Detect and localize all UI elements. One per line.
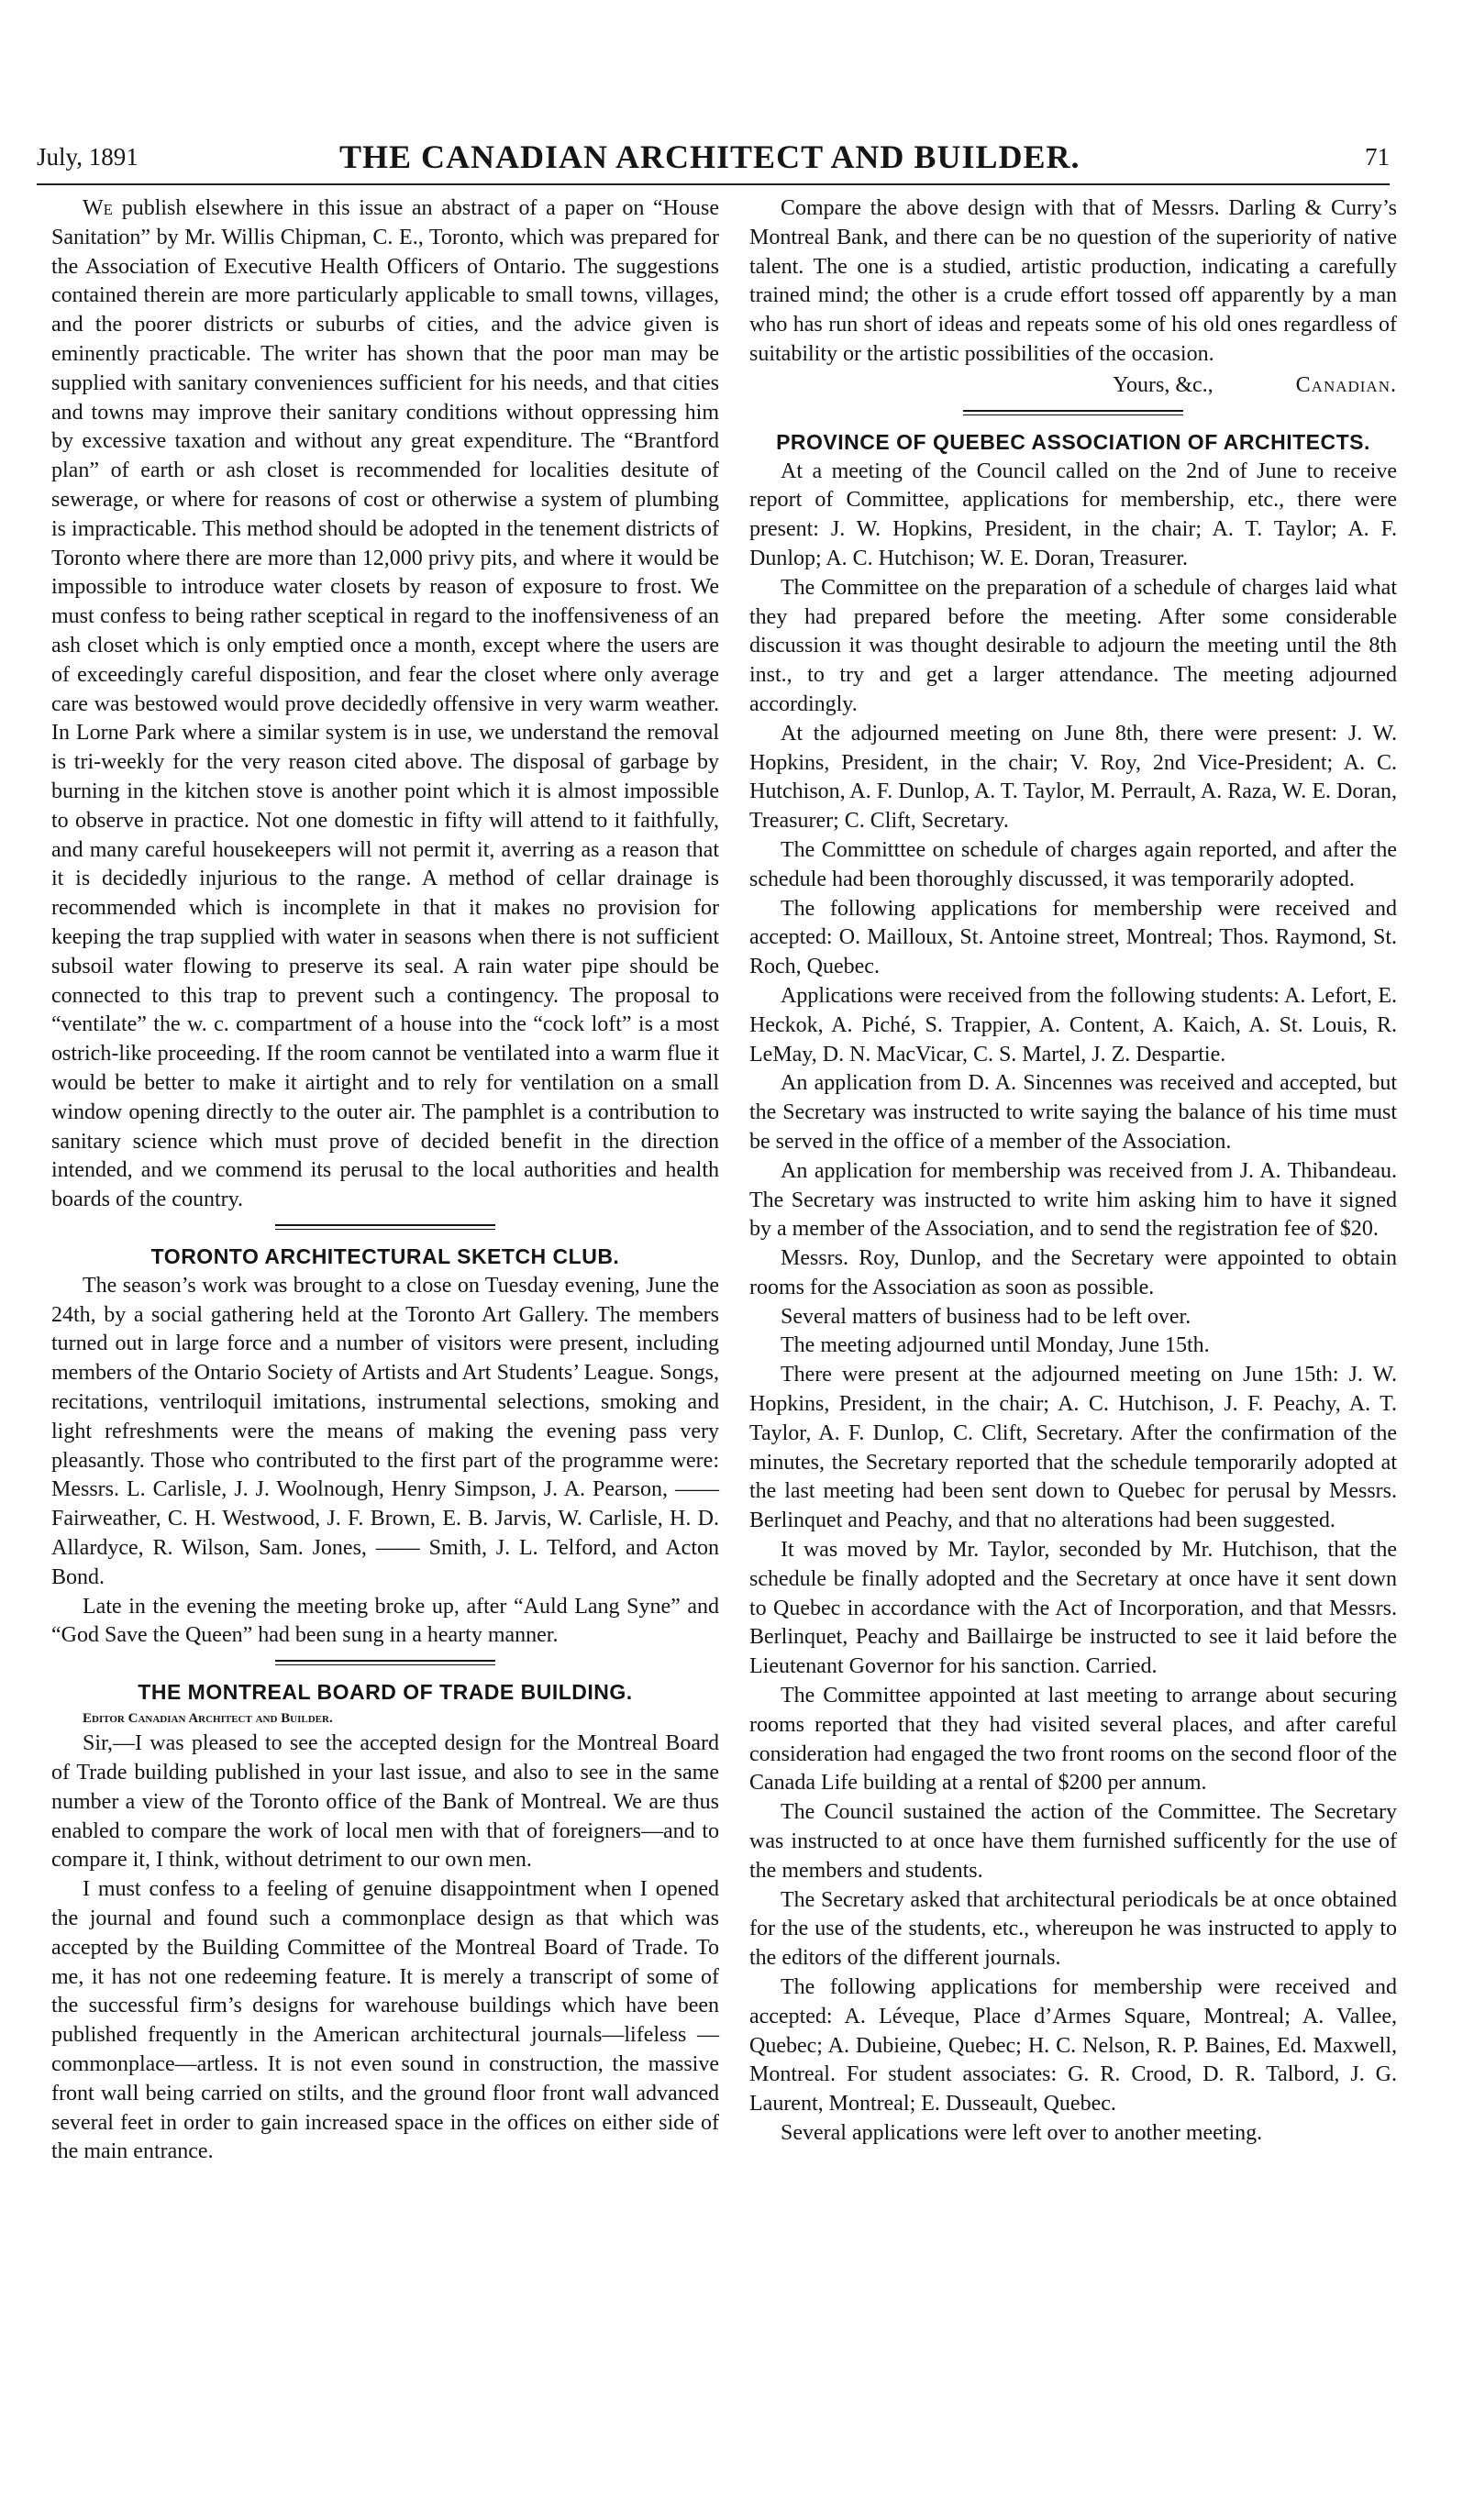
intro-article bbox=[51, 194, 719, 1215]
montreal-board-heading: THE MONTREAL BOARD OF TRADE BUILDING. bbox=[138, 1680, 633, 1705]
quebec-paragraph: Messrs. Roy, Dunlop, and the Secretary were appointed to obtain rooms for the Association as soon as possible. bbox=[749, 1246, 1397, 1299]
page-header bbox=[37, 138, 1390, 178]
sketch-club-paragraph: Late in the evening the meeting broke up, after “Auld Lang Syne” and “God Save the Queen” had been sung in a hearty manner. bbox=[51, 1594, 719, 1648]
montreal-board-paragraph: I must confess to a feeling of genuine disappointment when I opened the journal and found such a commonplace design as that which was accepted by the Building Committee of the Montreal Board of Trade. To me, it has not one redeeming feature. It is merely a transcript of some of the successful firm’s designs for warehouse buildings which have been published frequently in the American architectural journals—lifeless —commonplace—artless. It is not even sound in construction, the massive front wall being carried on stilts, and the ground floor front wall advanced several feet in order to gain increased space in the offices on either side of the main entrance. bbox=[51, 1877, 719, 2164]
section-divider bbox=[275, 1224, 495, 1230]
intro-text: publish elsewhere in this issue an abstract of a paper on “House Sanitation” by Mr. Willis Chipman, C. E., Toronto, which was prepared for the Association of Executive Health Officers of Ontario. The suggestions contained therein are more particularly applicable to small towns, villages, and the poorer districts or suburbs of cities, and the advice given is eminently practicable. The writer has shown that the poor man may be supplied with sanitary conveniences sufficient for his needs, and that cities and towns may improve their sanitary conditions without oppressing him by excessive taxation and without any great expenditure. The “Brantford plan” of earth or ash closet is recommended for localities desitute of sewerage, or where for reasons of cost or otherwise a system of plumbing is impracticable. This method should be adopted in the tenement districts of Toronto where there are more than 12,000 privy pits, and where it would be impossible to introduce water closets by reason of exposure to frost. We must confess to being rather sceptical in regard to the inoffensiveness of an ash closet which is only emptied once a month, except where the users are of exceedingly careful disposition, and fear the closet where only average care was bestowed would prove decidedly offensive in very warm weather. In Lorne Park where a similar system is in use, we understand the removal is tri-weekly for the very reason cited above. The disposal of garbage by burning in the kitchen stove is another point which it is almost impossible to observe in practice. Not one domestic in fifty will attend to it faithfully, and many careful housekeepers will not permit it, averring as a reason that it is decidedly injurious to the range. A method of cellar drainage is recommended which is incomplete in that it makes no provision for keeping the trap supplied with water in seasons when there is not sufficient subsoil water flowing to preserve its seal. A rain water pipe should be connected to this trap to prevent such a contingency. The proposal to “ventilate” the w. c. compartment of a house into the “cock loft” is a most ostrich-like proceeding. If the room cannot be ventilated into a warm flue it would be better to make it airtight and to rely for ventilation on a small window opening directly to the outer air. The pamphlet is a contribution to sanitary science which must prove of decided benefit in the direction intended, and we commend its perusal to the local authorities and health boards of the country. bbox=[51, 196, 719, 1212]
quebec-paragraph: Applications were received from the following students: A. Lefort, E. Heckok, A. Piché, S. Trappier, A. Content, A. Kaich, A. St. Louis, R. LeMay, D. N. MacVicar, C. S. Martel, J. Z. Despartie. bbox=[749, 983, 1397, 1067]
quebec-paragraph: The Committee on the preparation of a schedule of charges laid what they had prepared before the meeting. After some considerable discussion it was thought desirable to adjourn the meeting until the 8th inst., to try and get a larger attendance. The meeting adjourned accordingly. bbox=[749, 575, 1397, 716]
montreal-board-paragraph: Compare the above design with that of Messrs. Darling & Curry’s Montreal Bank, and there can be no question of the superiority of native talent. The one is a studied, artistic production, indicating a carefully trained mind; the other is a crude effort tossed off apparently by a man who has run short of ideas and repeats some of his old ones regardless of suitability or the artistic possibilities of the occasion. bbox=[749, 196, 1397, 366]
quebec-paragraph: An application from D. A. Sincennes was received and accepted, but the Secretary was instructed to write saying the balance of his time must be served in the office of a member of the Association. bbox=[749, 1071, 1397, 1154]
intro-lead: We bbox=[83, 196, 114, 220]
sketch-club-paragraph: The season’s work was brought to a close on Tuesday evening, June the 24th, by a social gathering held at the Toronto Art Gallery. The members turned out in large force and a number of visitors were present, including members of the Ontario Society of Artists and Art Students’ League. Songs, recitations, ventriloquil imitations, instrumental selections, smoking and light refreshments were the means of making the evening pass very pleasantly. Those who contributed to the first part of the programme were: Messrs. L. Carlisle, J. J. Woolnough, Henry Simpson, J. A. Pearson, —— Fairweather, C. H. Westwood, J. F. Brown, E. B. Jarvis, W. Carlisle, H. D. Allardyce, R. Wilson, Sam. Jones, —— Smith, J. L. Telford, and Acton Bond. bbox=[51, 1273, 719, 1589]
letter-closing: Yours, &c., bbox=[1113, 372, 1214, 397]
right-column bbox=[749, 194, 1397, 2149]
section-divider bbox=[963, 410, 1183, 415]
montreal-board-paragraph: Sir,—I was pleased to see the accepted design for the Montreal Board of Trade building published in your last issue, and also to see in the same number a view of the Toronto office of the Bank of Montreal. We are thus enabled to compare the work of local men with that of foreigners—and to compare it, I think, without detriment to our own men. bbox=[51, 1731, 719, 1873]
quebec-paragraph: At a meeting of the Council called on the 2nd of June to receive report of Committee, applications for membership, etc., there were present: J. W. Hopkins, President, in the chair; A. T. Taylor; A. F. Dunlop; A. C. Hutchison; W. E. Doran, Treasurer. bbox=[749, 459, 1397, 570]
header-rule bbox=[37, 183, 1390, 185]
quebec-paragraph: There were present at the adjourned meeting on June 15th: J. W. Hopkins, President, in the chair; A. C. Hutchison, J. F. Peachy, A. T. Taylor, A. F. Dunlop, C. Clift, Secretary. After the confirmation of the minutes, the Secretary reported that the schedule temporarily adopted at the last meeting had been sent down to Quebec for perusal by Messrs. Berlinquet and Peachy, and that no alterations had been suggested. bbox=[749, 1363, 1397, 1533]
quebec-paragraph: At the adjourned meeting on June 8th, there were present: J. W. Hopkins, President, in the chair; V. Roy, 2nd Vice-President; A. C. Hutchison, A. F. Dunlop, A. T. Taylor, M. Perrault, A. Raza, W. E. Doran, Treasurer; C. Clift, Secretary. bbox=[749, 721, 1397, 834]
issue-date: July, 1891 bbox=[37, 143, 139, 171]
left-column bbox=[51, 194, 719, 2167]
quebec-assoc-heading: PROVINCE OF QUEBEC ASSOCIATION OF ARCHITECTS. bbox=[776, 429, 1370, 454]
page-number: 71 bbox=[1365, 143, 1390, 171]
quebec-paragraph: The following applications for membership were received and accepted: O. Mailloux, St. Antoine street, Montreal; Thos. Raymond, St. Roch, Quebec. bbox=[749, 896, 1397, 979]
quebec-paragraph: The Council sustained the action of the Committee. The Secretary was instructed to at once have them furnished sufficently for the use of the members and students. bbox=[749, 1800, 1397, 1883]
letter-signoff bbox=[749, 371, 1397, 401]
editor-line: Editor Canadian Architect and Builder. bbox=[83, 1711, 333, 1727]
section-divider bbox=[275, 1660, 495, 1665]
quebec-paragraph: The following applications for membership were received and accepted: A. Léveque, Place d’Armes Square, Montreal; A. Vallee, Quebec; A. Dubieine, Quebec; H. C. Nelson, R. P. Baines, Ed. Maxwell, Montreal. For student associates: G. R. Crood, D. R. Talbord, J. G. Laurent, Montreal; E. Dusseault, Quebec. bbox=[749, 1975, 1397, 2117]
publication-title: THE CANADIAN ARCHITECT AND BUILDER. bbox=[339, 138, 1081, 175]
quebec-paragraph: An application for membership was received from J. A. Thibandeau. The Secretary was instructed to write him asking him to have it signed by a member of the Association, and to send the registration fee of $20. bbox=[749, 1158, 1397, 1242]
quebec-paragraph: It was moved by Mr. Taylor, seconded by Mr. Hutchison, that the schedule be finally adopted and the Secretary at once have it sent down to Quebec in accordance with the Act of Incorporation, and that Messrs. Berlinquet, Peachy and Baillairge be instructed to see it laid before the Lieutenant Governor for his sanction. Carried. bbox=[749, 1538, 1397, 1679]
quebec-paragraph: The Committtee on schedule of charges again reported, and after the schedule had been thoroughly discussed, it was temporarily adopted. bbox=[749, 837, 1397, 891]
quebec-paragraph: Several matters of business had to be left over. bbox=[781, 1304, 1191, 1329]
sketch-club-heading: TORONTO ARCHITECTURAL SKETCH CLUB. bbox=[150, 1243, 620, 1268]
quebec-paragraph: The Committee appointed at last meeting to arrange about securing rooms reported that they had visited several places, and after careful consideration had engaged the two front rooms on the second floor of the Canada Life building at a rental of $200 per annum. bbox=[749, 1684, 1397, 1796]
quebec-paragraph: The Secretary asked that architectural periodicals be at once obtained for the use of the students, etc., whereupon he was instructed to apply to the editors of the different journals. bbox=[749, 1887, 1397, 1971]
quebec-paragraph: Several applications were left over to another meeting. bbox=[781, 2121, 1263, 2145]
quebec-paragraph: The meeting adjourned until Monday, June 15th. bbox=[781, 1333, 1210, 1358]
letter-signature: Canadian. bbox=[1295, 372, 1397, 397]
